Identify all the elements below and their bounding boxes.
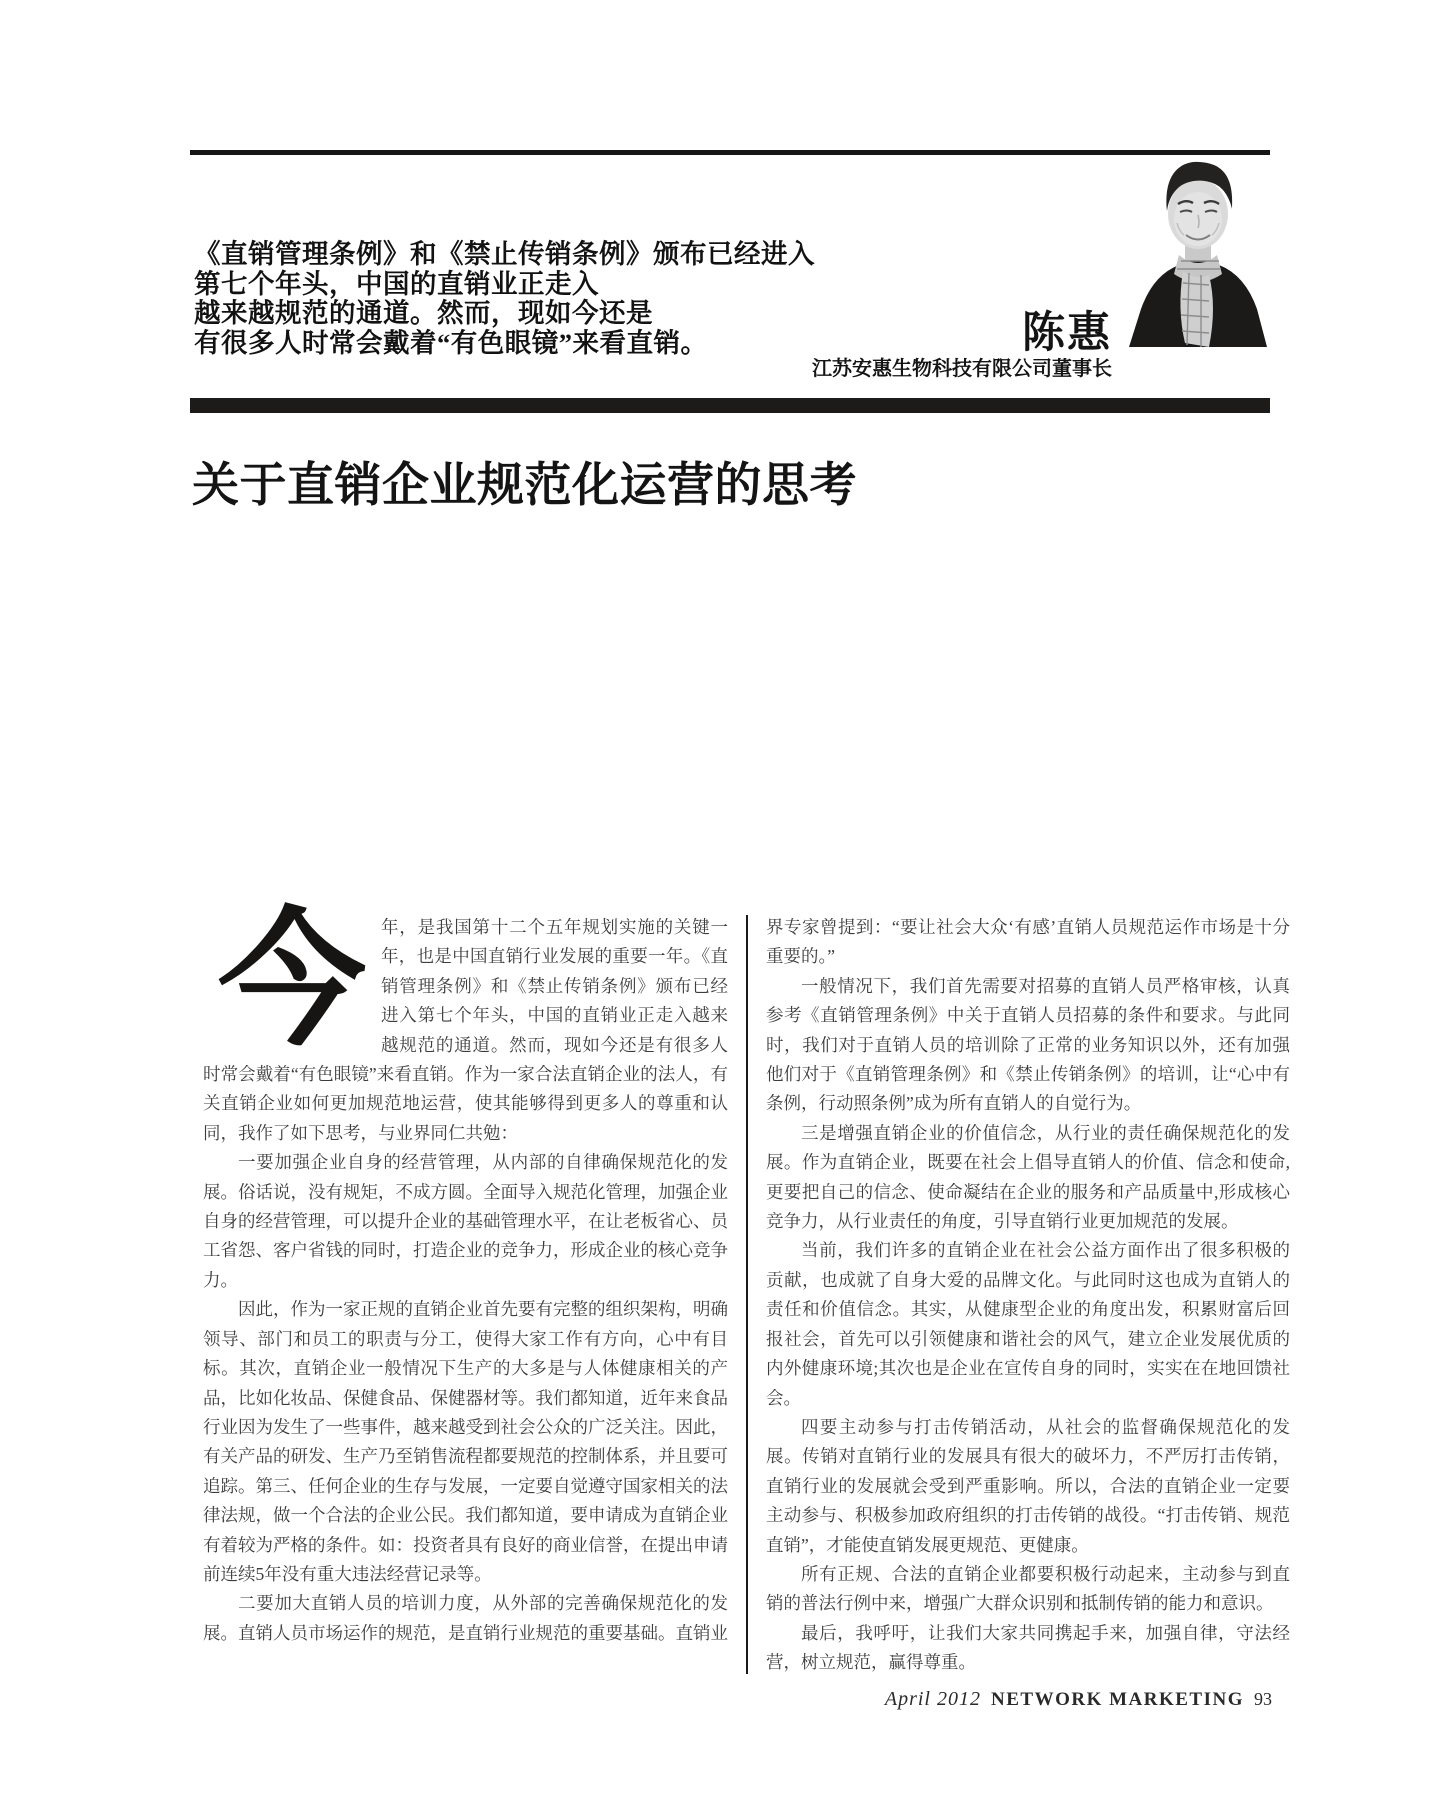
- author-title: 江苏安惠生物科技有限公司董事长: [812, 358, 1112, 380]
- author-name: 陈惠: [1022, 310, 1112, 357]
- paragraph: 一要加强企业自身的经营管理，从内部的自律确保规范化的发展。俗话说，没有规矩，不成方圆。全面导入规范化管理，加强企业自身的经营管理，可以提升企业的基础管理水平，在让老板省心、员工省怨、客户省钱的同时，打造企业的竞争力，形成企业的核心竞争力。: [203, 1152, 728, 1290]
- intro-line: 有很多人时常会戴着“有色眼镜”来看直销。: [194, 327, 708, 358]
- section-bar: [190, 398, 1270, 413]
- author-portrait-photo: [1125, 157, 1270, 347]
- right-column: [766, 913, 1290, 1678]
- article-headline: 关于直销企业规范化运营的思考: [192, 460, 857, 512]
- paragraph: 所有正规、合法的直销企业都要积极行动起来，主动参与到直销的普法行例中来，增强广大群众识别和抵制传销的能力和意识。: [766, 1563, 1290, 1614]
- paragraph: 当前，我们许多的直销企业在社会公益方面作出了很多积极的贡献，也成就了自身大爱的品牌文化。与此同时这也成为直销人的责任和价值信念。其实，从健康型企业的角度出发，积累财富后回报社会，首先可以引领健康和谐社会的风气，建立企业发展优质的内外健康环境;其次也是企业在宣传自身的同时，实实在在地回馈社会。: [766, 1240, 1290, 1408]
- top-rule: [190, 150, 1270, 155]
- footer-date: April 2012: [884, 1688, 981, 1710]
- paragraph: 四要主动参与打击传销活动，从社会的监督确保规范化的发展。传销对直销行业的发展具有很大的破坏力，不严厉打击传销，直销行业的发展就会受到严重影响。所以，合法的直销企业一定要主动参与、积极参加政府组织的打击传销的战役。“打击传销、规范直销”，才能使直销发展更规范、更健康。: [766, 1416, 1290, 1555]
- paragraph: 三是增强直销企业的价值信念，从行业的责任确保规范化的发展。作为直销企业，既要在社会上倡导直销人的价值、信念和使命,更要把自己的信念、使命凝结在企业的服务和产品质量中,形成核心竞争力，从行业责任的角度，引导直销行业更加规范的发展。: [766, 1122, 1290, 1232]
- intro-line: 第七个年头，中国的直销业正走入: [194, 268, 599, 299]
- column-divider: [746, 915, 748, 1674]
- paragraph: 二要加大直销人员的培训力度，从外部的完善确保规范化的发展。直销人员市场运作的规范，是直销行业规范的重要基础。直销业: [203, 1593, 728, 1643]
- intro-deck: [194, 240, 815, 358]
- footer-page-number: 93: [1254, 1689, 1272, 1709]
- left-column: [203, 900, 728, 1678]
- portrait-illustration: [1125, 157, 1270, 347]
- drop-cap: 今: [218, 900, 366, 1064]
- paragraph: 年，是我国第十二个五年规划实施的关键一年，也是中国直销行业发展的重要一年。《直销管理条例》和《禁止传销条例》颁布已经进入第七个年头，中国的直销业正走入越来越规范的通道。然而，现如今还是有很多人时常会戴着“有色眼镜”来看直销。作为一家合法直销企业的法人，有关直销企业如何更加规范地运营，使其能够得到更多人的尊重和认同，我作了如下思考，与业界同仁共勉：: [203, 917, 728, 1143]
- paragraph: 一般情况下，我们首先需要对招募的直销人员严格审核，认真参考《直销管理条例》中关于直销人员招募的条件和要求。与此同时，我们对于直销人员的培训除了正常的业务知识以外，还有加强他们对于《直销管理条例》和《禁止传销条例》的培训，让“心中有条例，行动照条例”成为所有直销人的自觉行为。: [766, 975, 1290, 1114]
- footer-magazine-name: NETWORK MARKETING: [991, 1689, 1244, 1710]
- intro-line: 《直销管理条例》和《禁止传销条例》颁布已经进入: [194, 239, 815, 269]
- paragraph: 因此，作为一家正规的直销企业首先要有完整的组织架构，明确领导、部门和员工的职责与分工，使得大家工作有方向，心中有目标。其次，直销企业一般情况下生产的大多是与人体健康相关的产品，比如化妆品、保健食品、保健器材等。我们都知道，近年来食品行业因为发生了一些事件，越来越受到社会公众的广泛关注。因此，有关产品的研发、生产乃至销售流程都要规范的控制体系，并且要可追踪。第三、任何企业的生存与发展，一定要自觉遵守国家相关的法律法规，做一个合法的企业公民。我们都知道，要申请成为直销企业有着较为严格的条件。如：投资者具有良好的商业信誉，在提出申请前连续5年没有重大违法经营记录等。: [203, 1299, 728, 1584]
- article-body: [203, 900, 1292, 1678]
- paragraph: 界专家曾提到：“要让社会大众‘有感’直销人员规范运作市场是十分重要的。”: [766, 917, 1290, 967]
- paragraph: 最后，我呼吁，让我们大家共同携起手来，加强自律，守法经营，树立规范，赢得尊重。: [766, 1622, 1290, 1673]
- intro-line: 越来越规范的通道。然而，现如今还是: [194, 298, 653, 328]
- page-footer: [885, 1688, 1272, 1711]
